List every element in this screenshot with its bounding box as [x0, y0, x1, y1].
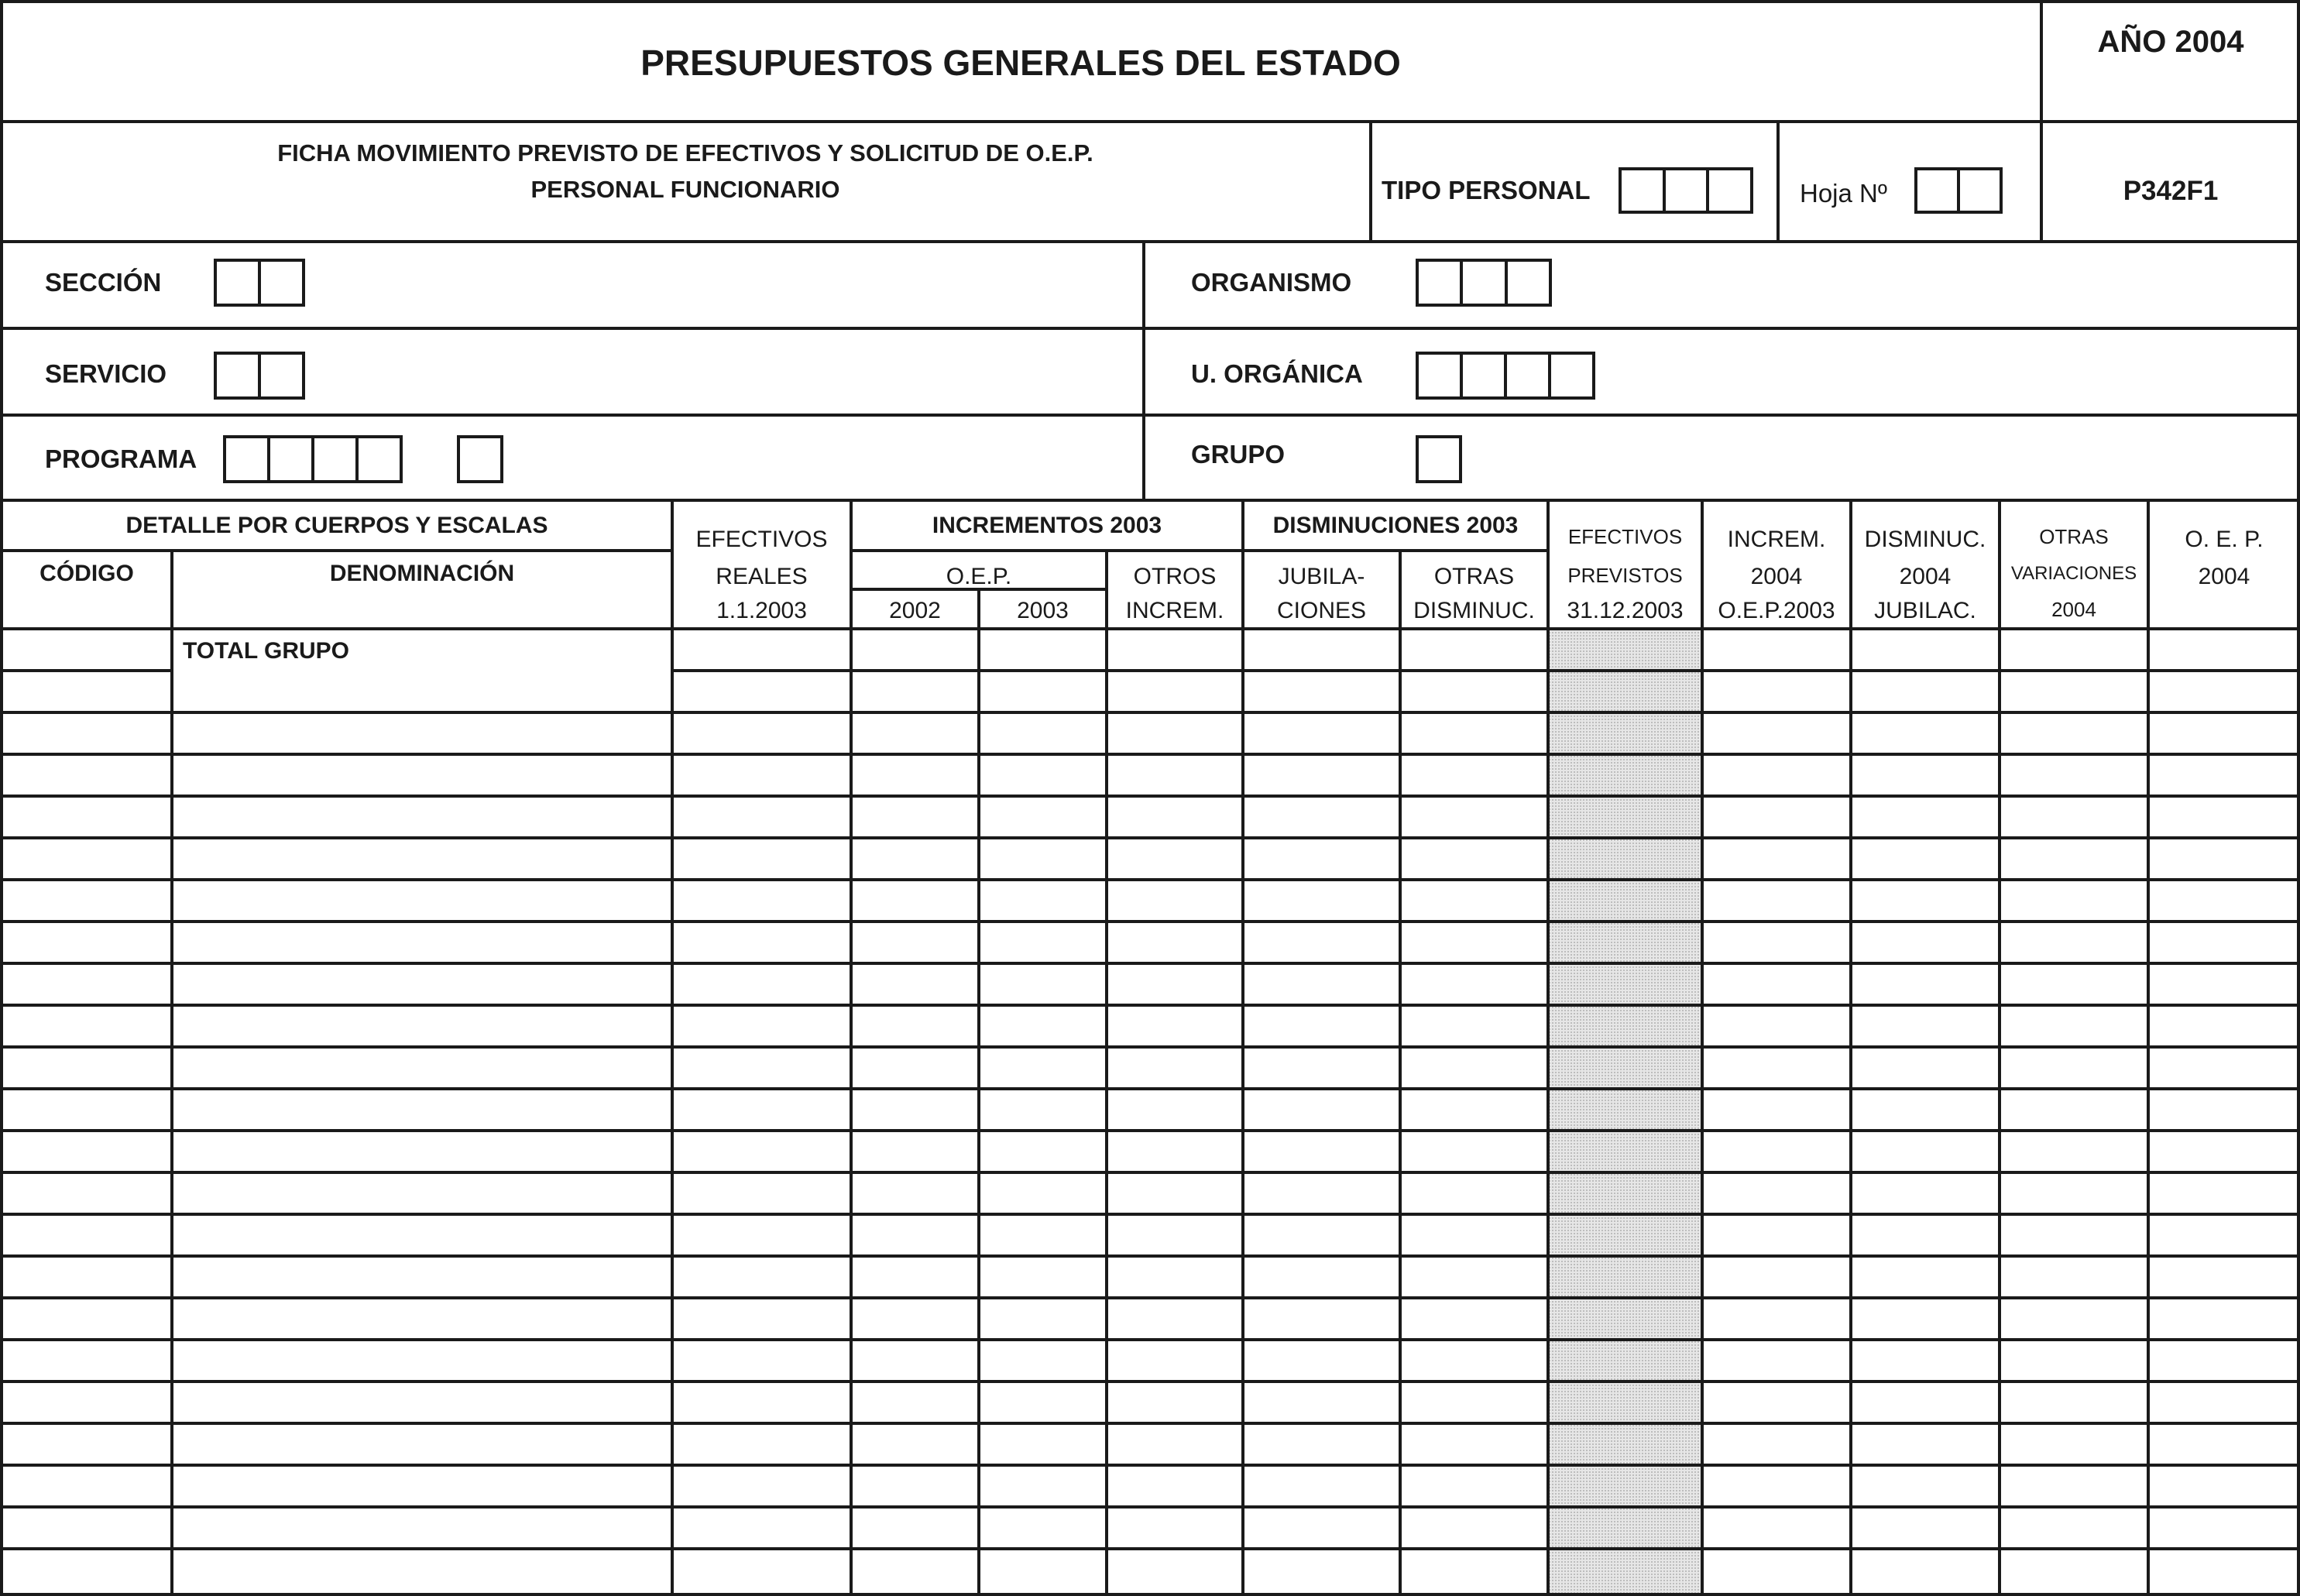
- efectivos-reales-header-l2: REALES: [716, 564, 808, 589]
- oep-header: O.E.P.: [946, 564, 1012, 589]
- efectivos-reales-header-l1: EFECTIVOS: [695, 527, 828, 552]
- oep-2004-header-l2: 2004: [2198, 564, 2250, 589]
- increm-2004-header-l1: INCREM.: [1727, 527, 1826, 552]
- increm-2004-header-l2: 2004: [1750, 564, 1803, 589]
- seccion-input[interactable]: [214, 259, 305, 307]
- organismo-input[interactable]: [1416, 259, 1552, 307]
- organismo-label: ORGANISMO: [1191, 268, 1352, 297]
- disminuciones-header: DISMINUCIONES 2003: [1272, 513, 1519, 538]
- u-organica-input[interactable]: [1416, 352, 1595, 400]
- disminuc-2004-header-l3: JUBILAC.: [1874, 598, 1976, 623]
- programa-input[interactable]: [223, 435, 403, 483]
- detalle-header: DETALLE POR CUERPOS Y ESCALAS: [125, 513, 548, 538]
- jubilaciones-header-l1: JUBILA-: [1278, 564, 1365, 589]
- otras-disminuc-header-l1: OTRAS: [1433, 564, 1515, 589]
- page-title: PRESUPUESTOS GENERALES DEL ESTADO: [640, 43, 1401, 83]
- incrementos-header: INCREMENTOS 2003: [932, 513, 1162, 538]
- programa-extra-input[interactable]: [457, 435, 503, 483]
- form-title-line1: FICHA MOVIMIENTO PREVISTO DE EFECTIVOS Y SOLICITUD DE O.E.P.: [277, 139, 1093, 166]
- otras-variaciones-header-l1: OTRAS: [2039, 525, 2109, 548]
- tipo-personal-label: TIPO PERSONAL: [1382, 176, 1591, 204]
- tipo-personal-input[interactable]: [1619, 167, 1753, 214]
- total-grupo-label: TOTAL GRUPO: [183, 638, 350, 664]
- efectivos-previstos-header-l1: EFECTIVOS: [1567, 525, 1683, 548]
- jubilaciones-header-l2: CIONES: [1276, 598, 1367, 623]
- efectivos-reales-header-l3: 1.1.2003: [716, 598, 807, 623]
- otros-increm-header-l2: INCREM.: [1125, 598, 1224, 623]
- form-code: P342F1: [2123, 176, 2219, 206]
- year-label: AÑO 2004: [2097, 25, 2244, 59]
- oep-2004-header-l1: O. E. P.: [2185, 527, 2264, 552]
- servicio-input[interactable]: [214, 352, 305, 400]
- grupo-input[interactable]: [1416, 435, 1462, 483]
- u-organica-label: U. ORGÁNICA: [1191, 359, 1363, 388]
- otras-variaciones-header-l3: 2004: [2051, 598, 2096, 621]
- hoja-label: Hoja Nº: [1800, 179, 1887, 208]
- form-title-line2: PERSONAL FUNCIONARIO: [530, 176, 840, 203]
- otras-disminuc-header-l2: DISMINUC.: [1413, 598, 1535, 623]
- efectivos-previstos-header-l2: PREVISTOS: [1567, 564, 1683, 587]
- denominacion-header: DENOMINACIÓN: [329, 561, 515, 586]
- codigo-header: CÓDIGO: [39, 561, 134, 586]
- disminuc-2004-header-l1: DISMINUC.: [1864, 527, 1986, 552]
- hoja-number-input[interactable]: [1914, 167, 2003, 214]
- grupo-label: GRUPO: [1191, 440, 1286, 469]
- servicio-label: SERVICIO: [45, 359, 167, 388]
- shaded-column: [1549, 629, 1702, 1595]
- disminuc-2004-header-l2: 2004: [1899, 564, 1952, 589]
- oep-2002-header: 2002: [889, 598, 941, 623]
- increm-2004-header-l3: O.E.P.2003: [1718, 598, 1835, 623]
- seccion-label: SECCIÓN: [45, 268, 162, 297]
- otros-increm-header-l1: OTROS: [1133, 564, 1217, 589]
- otras-variaciones-header-l2: VARIACIONES: [2010, 563, 2137, 584]
- programa-label: PROGRAMA: [45, 444, 197, 473]
- oep-2003-header: 2003: [1017, 598, 1069, 623]
- efectivos-previstos-header-l3: 31.12.2003: [1567, 598, 1684, 623]
